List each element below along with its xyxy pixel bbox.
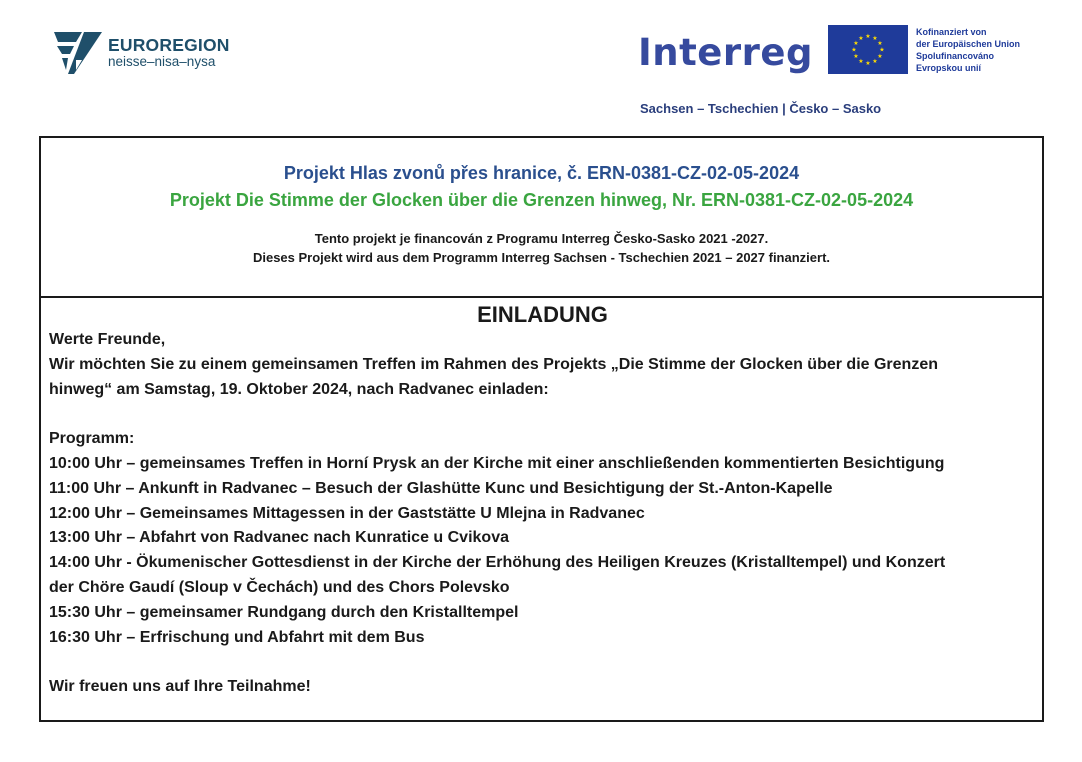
- schedule-item: 12:00 Uhr – Gemeinsames Mittagessen in der Gaststätte U Mlejna in Radvanec: [49, 504, 645, 522]
- svg-text:★: ★: [853, 40, 859, 47]
- project-header-section: [41, 138, 1042, 298]
- svg-text:★: ★: [877, 40, 883, 47]
- svg-text:★: ★: [851, 46, 857, 54]
- svg-text:★: ★: [865, 60, 871, 67]
- intro-line: hinweg“ am Samstag, 19. Oktober 2024, nach Radvanec einladen:: [49, 380, 549, 398]
- eu-cofinance-line: Spolufinancováno: [916, 51, 995, 61]
- greeting: Werte Freunde,: [49, 331, 166, 348]
- eu-flag-icon: [828, 25, 908, 74]
- invitation-heading: EINLADUNG: [477, 302, 608, 327]
- schedule-item: 15:30 Uhr – gemeinsamer Rundgang durch den Kristalltempel: [49, 603, 519, 621]
- schedule-item: 11:00 Uhr – Ankunft in Radvanec – Besuch der Glashütte Kunc und Besichtigung der St.-Anton-Kapelle: [49, 479, 833, 497]
- svg-text:★: ★: [853, 53, 859, 60]
- euroregion-subtitle: neisse–nisa–nysa: [108, 54, 216, 69]
- closing-line: Wir freuen uns auf Ihre Teilnahme!: [49, 678, 311, 696]
- svg-text:★: ★: [879, 46, 885, 54]
- project-title-cz: Projekt Hlas zvonů přes hranice, č. ERN-0381-CZ-02-05-2024: [283, 163, 800, 183]
- svg-text:★: ★: [858, 35, 864, 42]
- svg-text:★: ★: [872, 58, 878, 65]
- schedule-item: der Chöre Gaudí (Sloup v Čechách) und des Chors Polevsko: [49, 578, 510, 596]
- svg-text:★: ★: [877, 53, 883, 60]
- schedule-item: 14:00 Uhr - Ökumenischer Gottesdienst in der Kirche der Erhöhung des Heiligen Kreuzes (Kristalltempel) und Konzert: [49, 554, 946, 572]
- financing-note-cz: Tento projekt je financován z Programu Interreg Česko-Sasko 2021 -2027.: [314, 231, 769, 246]
- interreg-wordmark: Interreg: [638, 31, 813, 74]
- interreg-logo: [638, 26, 813, 80]
- euroregion-emblem-icon: [54, 30, 104, 76]
- invitation-frame: [39, 136, 1044, 722]
- svg-text:★: ★: [858, 58, 864, 65]
- schedule-item: 10:00 Uhr – gemeinsames Treffen in Horní Prysk an der Kirche mit einer anschließenden kommentierten Besichtigung: [49, 454, 945, 472]
- intro-line: Wir möchten Sie zu einem gemeinsamen Treffen im Rahmen des Projekts „Die Stimme der Glocken über die Grenzen: [49, 355, 938, 373]
- financing-note-de: Dieses Projekt wird aus dem Programm Interreg Sachsen - Tschechien 2021 – 2027 finanziert.: [252, 250, 831, 265]
- svg-text:★: ★: [872, 35, 878, 42]
- svg-text:★: ★: [865, 33, 871, 40]
- schedule-item: 13:00 Uhr – Abfahrt von Radvanec nach Kunratice u Cvikova: [49, 529, 509, 547]
- programm-label: Programm:: [49, 430, 135, 448]
- eu-cofinance-line: Kofinanziert von: [916, 27, 987, 37]
- schedule-item: 16:30 Uhr – Erfrischung und Abfahrt mit dem Bus: [49, 628, 425, 646]
- eu-cofinance-line: Evropskou unií: [916, 63, 982, 73]
- euroregion-title: EUROREGION: [108, 35, 230, 55]
- invitation-body: [41, 298, 1042, 700]
- euroregion-logo: [54, 30, 230, 76]
- eu-cofinance-line: der Europäischen Union: [916, 39, 1021, 49]
- eu-cofinance-text: [916, 26, 1020, 74]
- project-title-de: Projekt Die Stimme der Glocken über die Grenzen hinweg, Nr. ERN-0381-CZ-02-05-2024: [169, 190, 914, 210]
- interreg-region-label: Sachsen – Tschechien | Česko – Sasko: [640, 101, 882, 116]
